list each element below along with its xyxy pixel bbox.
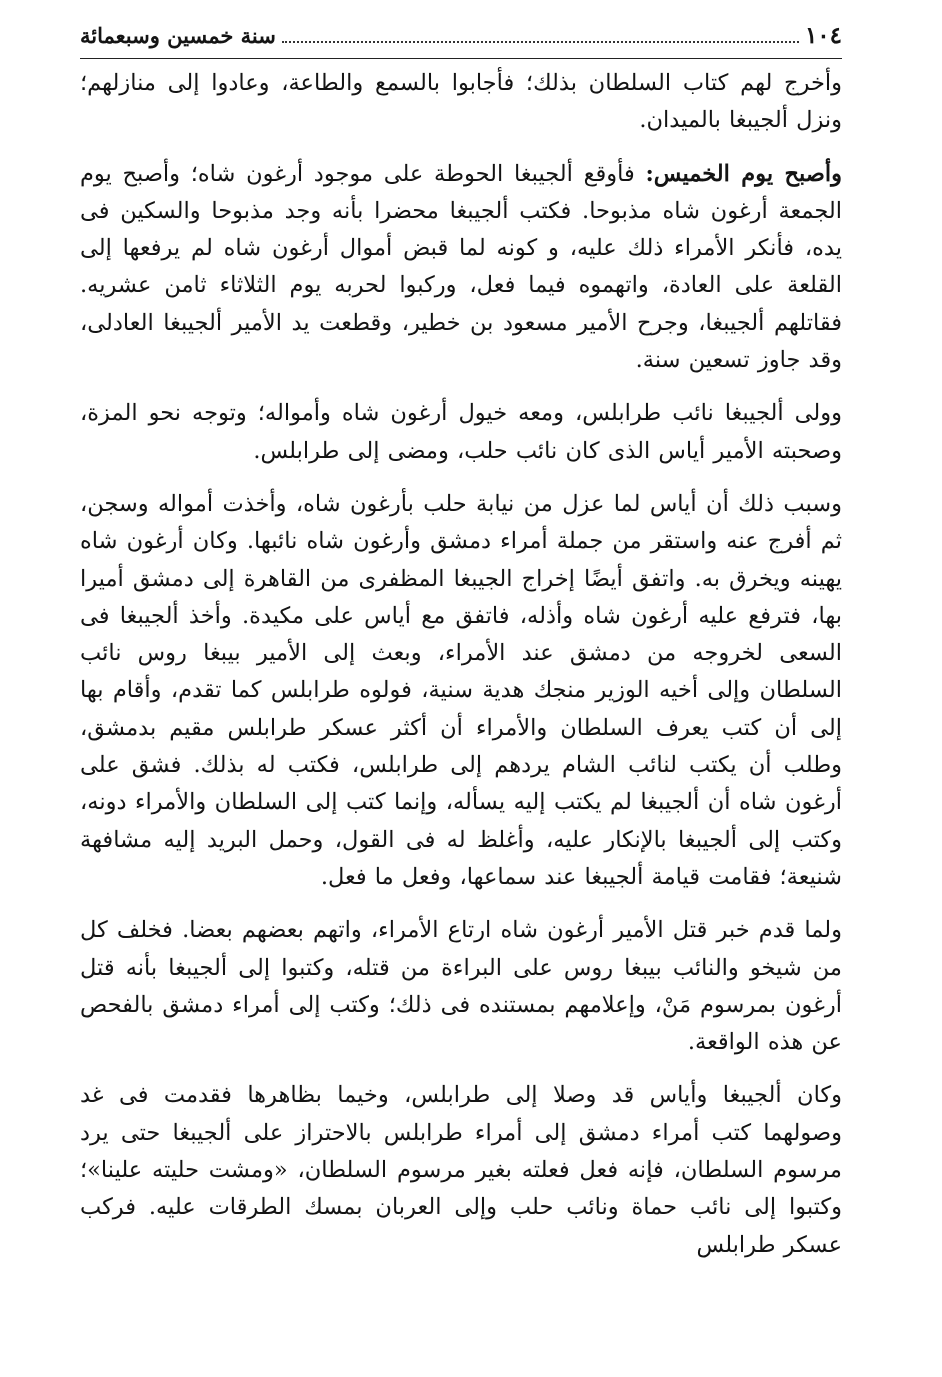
paragraph-text: فأوقع ألجيبغا الحوطة على موجود أرغون شاه؛ وأصبح يوم الجمعة أرغون شاه مذبوحا. فكتب ألجيبغا محضرا بأنه وجد مذبوحا والسكين فى يده، فأنكر الأمراء ذلك عليه، و كونه لما قبض أموال أرغون شاه لم يرفعها إلى القلعة على العادة، واتهموه فيما فعل، وركبوا لحربه يوم الثلاثاء ثامن عشريه. فقاتلهم ألجيبغا، وجرح الأمير مسعود بن خطير، وقطعت يد الأمير ألجيبغا العادلى، وقد جاوز تسعين سنة. bbox=[80, 160, 842, 374]
paragraph-6 bbox=[80, 1077, 842, 1263]
paragraph-lead: وأصبح يوم الخميس: bbox=[645, 160, 843, 187]
page-body bbox=[80, 65, 842, 1264]
paragraph-text: وكان ألجيبغا وأياس قد وصلا إلى طرابلس، وخيما بظاهرها فقدمت فى غد وصولهما كتب أمراء دمشق إلى أمراء طرابلس بالاحتراز على ألجيبغا حتى يرد مرسوم السلطان، فإنه فعل فعلته بغير مرسوم السلطان، «ومشت حليته علينا»؛ وكتبوا إلى نائب حماة ونائب حلب وإلى العربان بمسك الطرقات عليه. فركب عسكر طرابلس bbox=[80, 1082, 843, 1258]
book-page bbox=[80, 22, 842, 1264]
running-title: سنة خمسين وسبعمائة bbox=[80, 23, 276, 48]
paragraph-2 bbox=[80, 156, 842, 380]
paragraph-4 bbox=[80, 486, 842, 896]
paragraph-3 bbox=[80, 395, 842, 470]
paragraph-text: وسبب ذلك أن أياس لما عزل من نيابة حلب بأرغون شاه، وأخذت أمواله وسجن، ثم أفرج عنه واستقر من جملة أمراء دمشق وأرغون شاه نائبها. وكان أرغون شاه يهينه ويخرق به. واتفق أيضًا إخراج الجيبغا المظفرى من القاهرة إلى دمشق أميرا بها، فترفع عليه أرغون شاه وأذله، فاتفق مع أياس على مكيدة. وأخذ ألجيبغا فى السعى لخروجه من دمشق عند الأمراء، وبعث إلى الأمير بيبغا روس نائب السلطان وإلى أخيه الوزير منجك هدية سنية، فولوه طرابلس كما تقدم، وأقام بها إلى أن كتب يعرف السلطان والأمراء أن أكثر عسكر طرابلس مقيم بدمشق، وطلب أن يكتب لنائب الشام يردهم إلى طرابلس، فكتب له بذلك. فشق على أرغون شاه أن ألجيبغا لم يكتب إليه يسأله، وإنما كتب إلى السلطان والأمراء دونه، وكتب إلى ألجيبغا بالإنكار عليه، وأغلظ له فى القول، وحمل البريد إليه مشافهة شنيعة؛ فقامت قيامة ألجيبغا عند سماعها، وفعل ما فعل. bbox=[80, 490, 842, 890]
running-header bbox=[80, 22, 842, 59]
paragraph-text: وولى ألجيبغا نائب طرابلس، ومعه خيول أرغون شاه وأمواله؛ وتوجه نحو المزة، وصحبته الأمير أياس الذى كان نائب حلب، ومضى إلى طرابلس. bbox=[80, 400, 842, 464]
header-leader-dots bbox=[282, 40, 799, 43]
paragraph-5 bbox=[80, 912, 842, 1061]
paragraph-1 bbox=[80, 65, 842, 140]
paragraph-text: ولما قدم خبر قتل الأمير أرغون شاه ارتاع الأمراء، واتهم بعضهم بعضا. فخلف كل من شيخو والنائب بيبغا روس على البراءة من قتله، وكتبوا إلى ألجيبغا بأنه قتل أرغون بمرسوم مَنْ، وإعلامهم بمستنده فى ذلك؛ وكتب إلى أمراء دمشق بالفحص عن هذه الواقعة. bbox=[80, 917, 842, 1056]
page-number: ١٠٤ bbox=[804, 22, 842, 49]
paragraph-text: وأخرج لهم كتاب السلطان بذلك؛ فأجابوا بالسمع والطاعة، وعادوا إلى منازلهم؛ ونزل ألجيبغا بالميدان. bbox=[80, 70, 842, 134]
